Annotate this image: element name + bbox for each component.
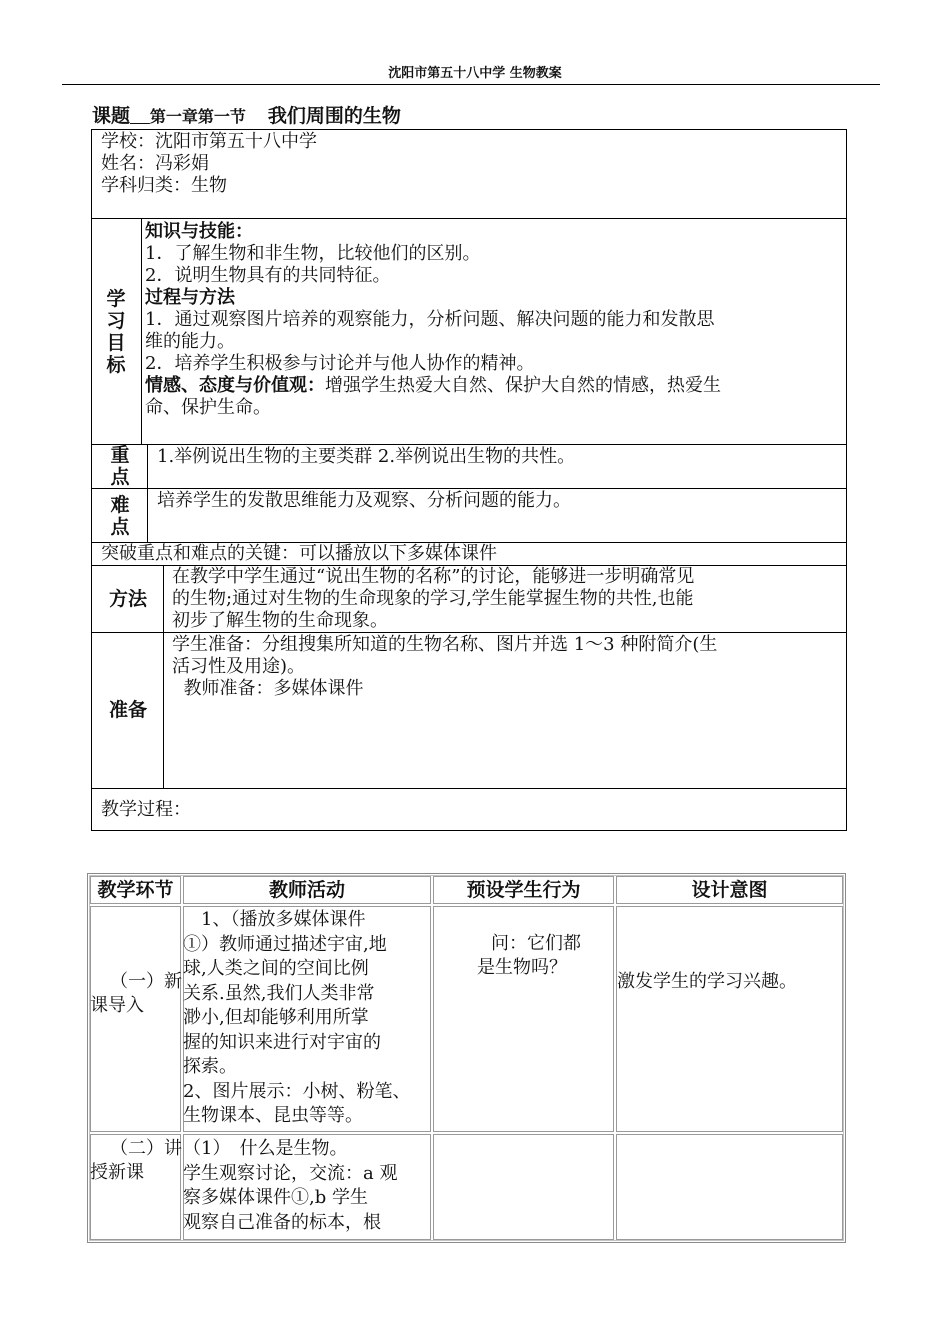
- stage-line: 授新课: [90, 1162, 144, 1183]
- table-cell-frame: [616, 1134, 843, 1240]
- title-lesson: 第一章第一节: [149, 107, 246, 126]
- knowledge-item: 2．说明生物具有的共同特征。: [145, 265, 391, 286]
- stage-line: （二）讲: [110, 1138, 182, 1159]
- row1-teacher-activity: [183, 908, 431, 1129]
- column-divider: [141, 218, 142, 444]
- process-heading: 过程与方法: [145, 287, 235, 308]
- student-line: 是生物吗？: [477, 957, 567, 978]
- header-student: 预设学生行为: [433, 876, 614, 904]
- row2-teacher-activity: [183, 1137, 431, 1235]
- header-stage: 教学环节: [90, 876, 181, 904]
- column-divider: [147, 444, 148, 488]
- page-header: 沈阳市第五十八中学 生物教案: [388, 66, 562, 81]
- teacher-line: 生物课本、昆虫等等。: [183, 1105, 363, 1126]
- row-divider: [91, 218, 847, 219]
- method-line: 的生物;通过对生物的生命现象的学习,学生能掌握生物的共性,也能: [172, 588, 694, 609]
- teaching-process-label: 教学过程：: [101, 799, 191, 820]
- breakthrough-text: 突破重点和难点的关键：可以播放以下多媒体课件: [101, 543, 497, 564]
- teacher-line: 关系.虽然,我们人类非常: [183, 982, 375, 1004]
- row-divider: [91, 632, 847, 633]
- goals-label-char: 标: [106, 354, 126, 376]
- goals-content: [145, 221, 845, 419]
- emotion-continuation: 命、保护生命。: [145, 397, 271, 418]
- prep-content: [172, 634, 844, 700]
- row-divider: [91, 444, 847, 445]
- table-cell-frame: [616, 906, 843, 1132]
- method-label: 方法: [108, 588, 147, 610]
- teacher-line: 握的知识来进行对宇宙的: [183, 1031, 381, 1053]
- difficult-points-label-char: 难: [110, 494, 130, 516]
- difficult-points-label-char: 点: [110, 516, 130, 538]
- row-divider: [91, 788, 847, 789]
- title-prefix: 课题: [92, 105, 131, 127]
- row-divider: [91, 488, 847, 489]
- row1-intent: 激发学生的学习兴趣。: [617, 971, 797, 992]
- key-points-label-char: 点: [110, 466, 130, 488]
- teacher-line: 渺小,但却能够利用所掌: [183, 1007, 369, 1028]
- student-line: 问：它们都: [473, 933, 581, 954]
- difficult-points-label: [98, 494, 142, 538]
- teacher-line: （1） 什么是生物。: [183, 1138, 348, 1159]
- column-divider: [163, 632, 164, 788]
- subject-line: 学科归类：生物: [101, 175, 227, 196]
- method-line: 初步了解生物的生命现象。: [172, 610, 388, 631]
- method-line: 在教学中学生通过“说出生物的名称”的讨论，能够进一步明确常见: [172, 566, 695, 587]
- process-item: 1．通过观察图片培养的观察能力，分析问题、解决问题的能力和发散思: [145, 309, 715, 330]
- teacher-line: 观察自己准备的标本，根: [183, 1211, 381, 1233]
- teacher-line: 察多媒体课件①,b 学生: [183, 1187, 368, 1208]
- key-points-label-char: 重: [110, 444, 130, 466]
- prep-line: 活习性及用途)。: [172, 656, 306, 677]
- teacher-line: 1、（播放多媒体课件: [183, 909, 366, 930]
- school-line: 学校：沈阳市第五十八中学: [101, 131, 317, 152]
- column-divider: [163, 565, 164, 632]
- prep-line: 教师准备：多媒体课件: [172, 678, 364, 699]
- goals-label-char: 目: [106, 332, 126, 354]
- key-points-label: [98, 444, 142, 488]
- difficult-points-text: 培养学生的发散思维能力及观察、分析问题的能力。: [157, 490, 571, 511]
- header-intent: 设计意图: [616, 876, 843, 904]
- column-divider: [147, 488, 148, 542]
- goals-label-char: 习: [106, 310, 126, 332]
- stage-line: 课导入: [90, 995, 144, 1016]
- table-cell-frame: [433, 1134, 614, 1240]
- goals-label: [96, 288, 136, 376]
- row1-student-behavior: [473, 932, 613, 980]
- teacher-name-line: 姓名：冯彩娟: [101, 153, 209, 174]
- process-item: 2．培养学生积极参与讨论并与他人协作的精神。: [145, 353, 535, 374]
- header-divider: [62, 84, 880, 85]
- teacher-line: 2、图片展示：小树、粉笔、: [183, 1080, 411, 1102]
- row2-stage: [90, 1137, 182, 1185]
- row1-stage: [90, 970, 182, 1018]
- prep-label: 准备: [108, 699, 147, 721]
- header-teacher: 教师活动: [183, 876, 431, 904]
- title-topic: 我们周围的生物: [267, 105, 401, 127]
- table-row: [90, 906, 181, 1132]
- stage-line: （一）新: [110, 971, 182, 992]
- teacher-line: 学生观察讨论，交流：a 观: [183, 1162, 398, 1184]
- goals-label-char: 学: [106, 288, 126, 310]
- teacher-line: 球,人类之间的空间比例: [183, 958, 369, 979]
- knowledge-item: 1．了解生物和非生物，比较他们的区别。: [145, 243, 481, 264]
- process-item: 维的能力。: [145, 331, 235, 352]
- emotion-heading: 情感、态度与价值观：: [145, 375, 325, 396]
- emotion-line: [145, 375, 845, 397]
- method-content: [172, 566, 844, 632]
- teacher-line: ①）教师通过描述宇宙,地: [183, 933, 387, 955]
- lesson-title: [92, 101, 401, 128]
- prep-line: 学生准备：分组搜集所知道的生物名称、图片并选 1～3 种附简介(生: [172, 634, 718, 655]
- emotion-text: 增强学生热爱大自然、保护大自然的情感，热爱生: [325, 375, 721, 396]
- teacher-line: 探索。: [183, 1056, 237, 1077]
- knowledge-heading: 知识与技能：: [145, 221, 253, 242]
- key-points-text: 1.举例说出生物的主要类群 2.举例说出生物的共性。: [157, 446, 576, 467]
